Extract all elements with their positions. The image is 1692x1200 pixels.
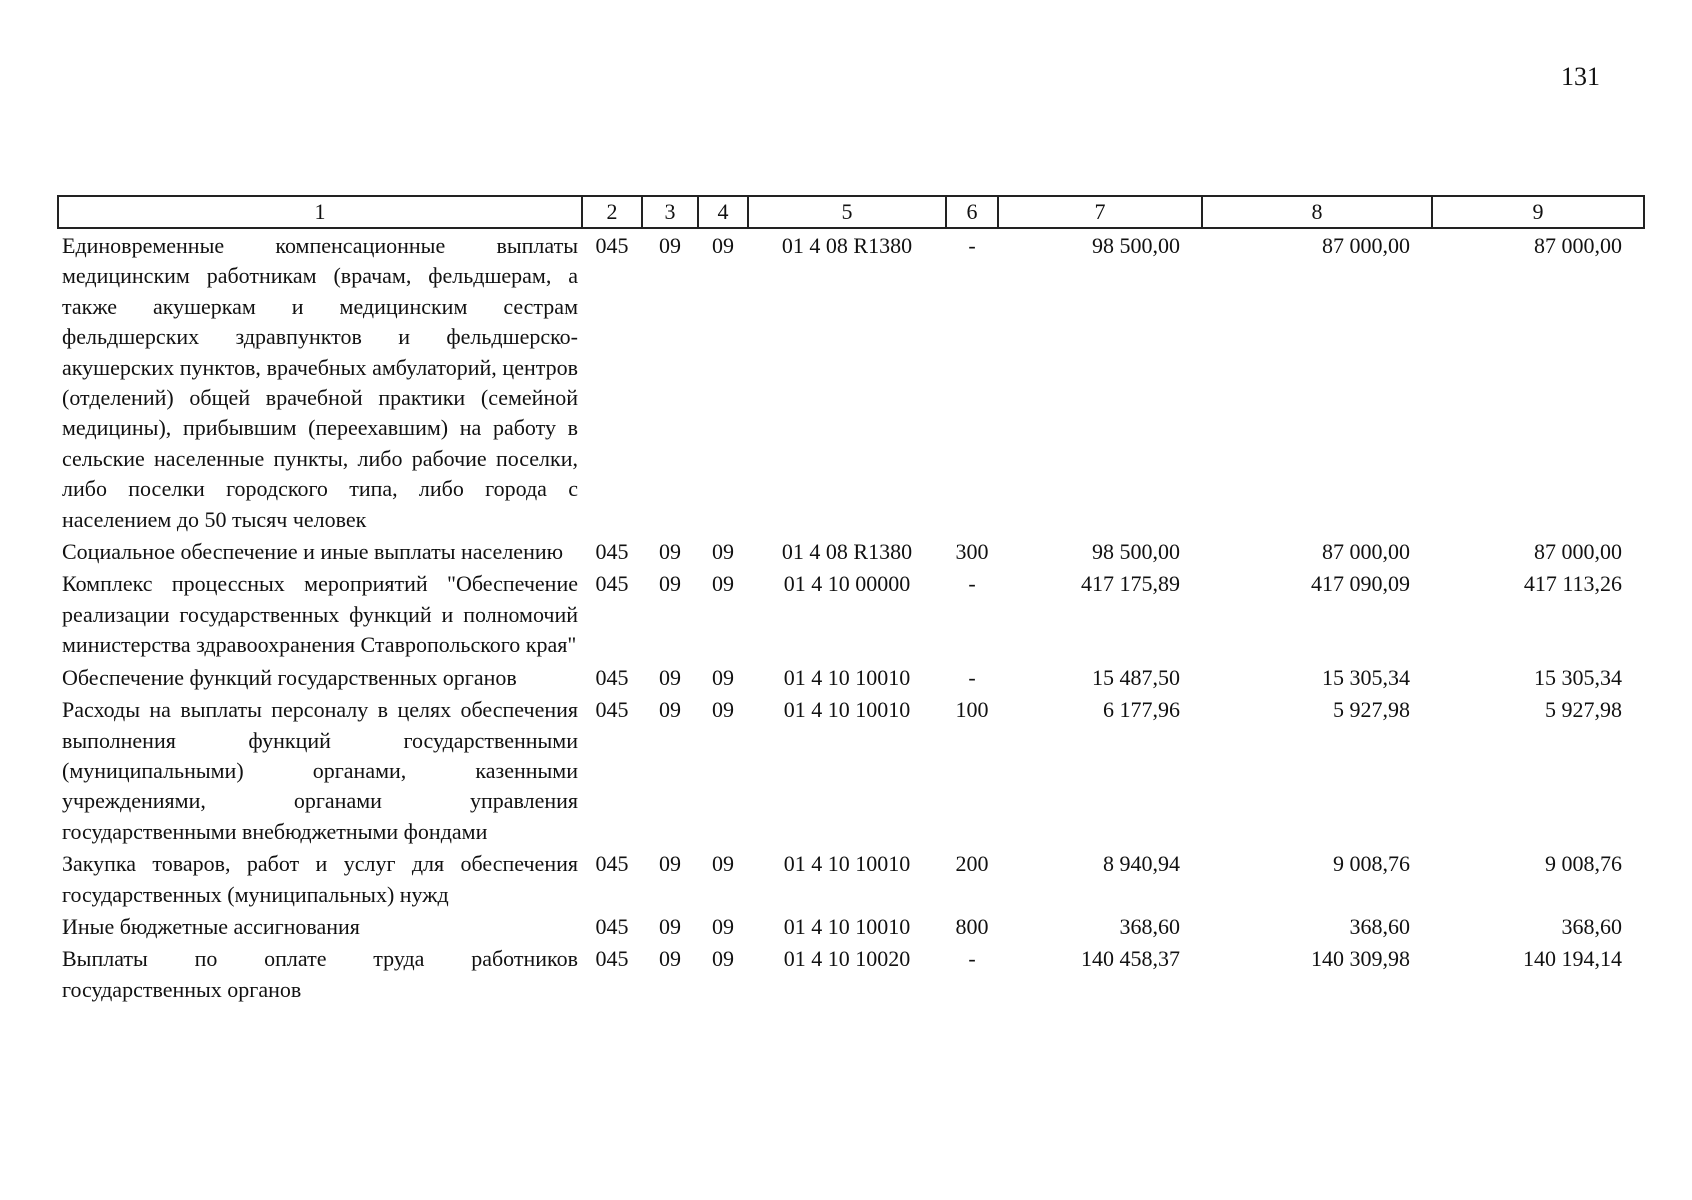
amount-col8: 15 305,34: [1322, 664, 1410, 690]
amount-col9: 417 113,26: [1523, 571, 1622, 597]
target-article-code: 01 4 10 10010: [783, 913, 911, 939]
row-description: Комплекс процессных мероприятий "Обеспечение реализации государственных функций и полномочий министерства здравоохранения Ставропольского края": [62, 571, 578, 658]
expense-type-code: -: [968, 233, 976, 258]
ministry-code: 045: [595, 664, 629, 690]
column-header: 2: [582, 196, 642, 228]
target-article-code: 01 4 10 10010: [783, 851, 911, 877]
target-article-code: 01 4 08 R1380: [781, 539, 913, 565]
section-code: 09: [659, 946, 681, 972]
amount-col9: 9 008,76: [1545, 851, 1622, 877]
expense-type-code: -: [968, 571, 976, 597]
table-row: [58, 847, 1644, 910]
ministry-code: 045: [595, 913, 629, 939]
amount-col8: 417 090,09: [1311, 571, 1410, 597]
subsection-code: 09: [712, 851, 734, 877]
target-article-code: 01 4 10 10010: [783, 697, 911, 723]
amount-col8: 87 000,00: [1322, 233, 1410, 258]
amount-col7: 6 177,96: [1103, 697, 1180, 723]
section-code: 09: [659, 697, 681, 723]
section-code: 09: [659, 851, 681, 877]
header-row: [58, 196, 1644, 228]
expense-type-code: -: [968, 946, 976, 972]
table-row: [58, 942, 1644, 1005]
subsection-code: 09: [712, 571, 734, 597]
table-row: [58, 567, 1644, 660]
row-description: Выплаты по оплате труда работников государственных органов: [62, 946, 578, 1002]
amount-col7: 417 175,89: [1081, 571, 1180, 597]
amount-col8: 140 309,98: [1311, 946, 1410, 972]
amount-col9: 368,60: [1561, 913, 1622, 939]
row-description: Закупка товаров, работ и услуг для обеспечения государственных (муниципальных) нужд: [62, 851, 578, 907]
expense-type-code: 200: [955, 851, 989, 877]
column-header: 1: [58, 196, 582, 228]
table-row: [58, 228, 1644, 535]
ministry-code: 045: [595, 233, 629, 258]
expense-type-code: 800: [955, 913, 989, 939]
page-number: 131: [1561, 62, 1600, 91]
section-code: 09: [659, 664, 681, 690]
expense-type-code: -: [968, 664, 976, 690]
amount-col8: 9 008,76: [1333, 851, 1410, 877]
ministry-code: 045: [595, 539, 629, 565]
ministry-code: 045: [595, 697, 629, 723]
amount-col7: 15 487,50: [1092, 664, 1180, 690]
column-header: 8: [1202, 196, 1432, 228]
amount-col7: 8 940,94: [1103, 851, 1180, 877]
column-header: 6: [946, 196, 998, 228]
amount-col9: 5 927,98: [1545, 697, 1622, 723]
table-row: [58, 693, 1644, 847]
target-article-code: 01 4 10 00000: [783, 571, 911, 597]
table-row: [58, 535, 1644, 567]
amount-col8: 5 927,98: [1333, 697, 1410, 723]
amount-col7: 98 500,00: [1092, 233, 1180, 258]
subsection-code: 09: [712, 697, 734, 723]
ministry-code: 045: [595, 946, 629, 972]
section-code: 09: [659, 571, 681, 597]
amount-col8: 87 000,00: [1322, 539, 1410, 565]
amount-col7: 140 458,37: [1081, 946, 1180, 972]
amount-col9: 15 305,34: [1534, 664, 1622, 690]
table-row: [58, 661, 1644, 693]
column-header: 7: [998, 196, 1202, 228]
expense-type-code: 100: [955, 697, 989, 723]
amount-col7: 368,60: [1119, 913, 1180, 939]
section-code: 09: [659, 233, 681, 258]
column-header: 4: [698, 196, 748, 228]
column-header: 3: [642, 196, 698, 228]
ministry-code: 045: [595, 851, 629, 877]
row-description: Расходы на выплаты персоналу в целях обеспечения выполнения функций государственными (муниципальными) органами, казенными учреждениями, органами управления государственными внебюджетными фондами: [62, 697, 578, 844]
row-description: Единовременные компенсационные выплаты медицинским работникам (врачам, фельдшерам, а также акушеркам и медицинским сестрам фельдшерских здравпунктов и фельдшерско-акушерских пунктов, врачебных амбулаторий, центров (отделений) общей врачебной практики (семейной медицины), прибывшим (переехавшим) на работу в сельские населенные пункты, либо рабочие поселки, либо поселки городского типа, либо города с населением до 50 тысяч человек: [62, 233, 578, 532]
subsection-code: 09: [712, 946, 734, 972]
target-article-code: 01 4 10 10010: [783, 664, 911, 690]
amount-col9: 87 000,00: [1534, 539, 1622, 565]
amount-col8: 368,60: [1349, 913, 1410, 939]
row-description: Обеспечение функций государственных органов: [62, 664, 517, 690]
amount-col9: 140 194,14: [1523, 946, 1622, 972]
row-description: Социальное обеспечение и иные выплаты населению: [62, 539, 564, 565]
section-code: 09: [659, 913, 681, 939]
column-header: 9: [1432, 196, 1644, 228]
target-article-code: 01 4 08 R1380: [781, 233, 913, 258]
table-row: [58, 910, 1644, 942]
subsection-code: 09: [712, 913, 734, 939]
budget-table: [57, 195, 1645, 1005]
column-header: 5: [748, 196, 946, 228]
expense-type-code: 300: [955, 539, 989, 565]
target-article-code: 01 4 10 10020: [783, 946, 911, 972]
amount-col7: 98 500,00: [1092, 539, 1180, 565]
row-description: Иные бюджетные ассигнования: [62, 913, 360, 939]
amount-col9: 87 000,00: [1534, 233, 1622, 258]
subsection-code: 09: [712, 539, 734, 565]
section-code: 09: [659, 539, 681, 565]
ministry-code: 045: [595, 571, 629, 597]
subsection-code: 09: [712, 233, 734, 258]
subsection-code: 09: [712, 664, 734, 690]
